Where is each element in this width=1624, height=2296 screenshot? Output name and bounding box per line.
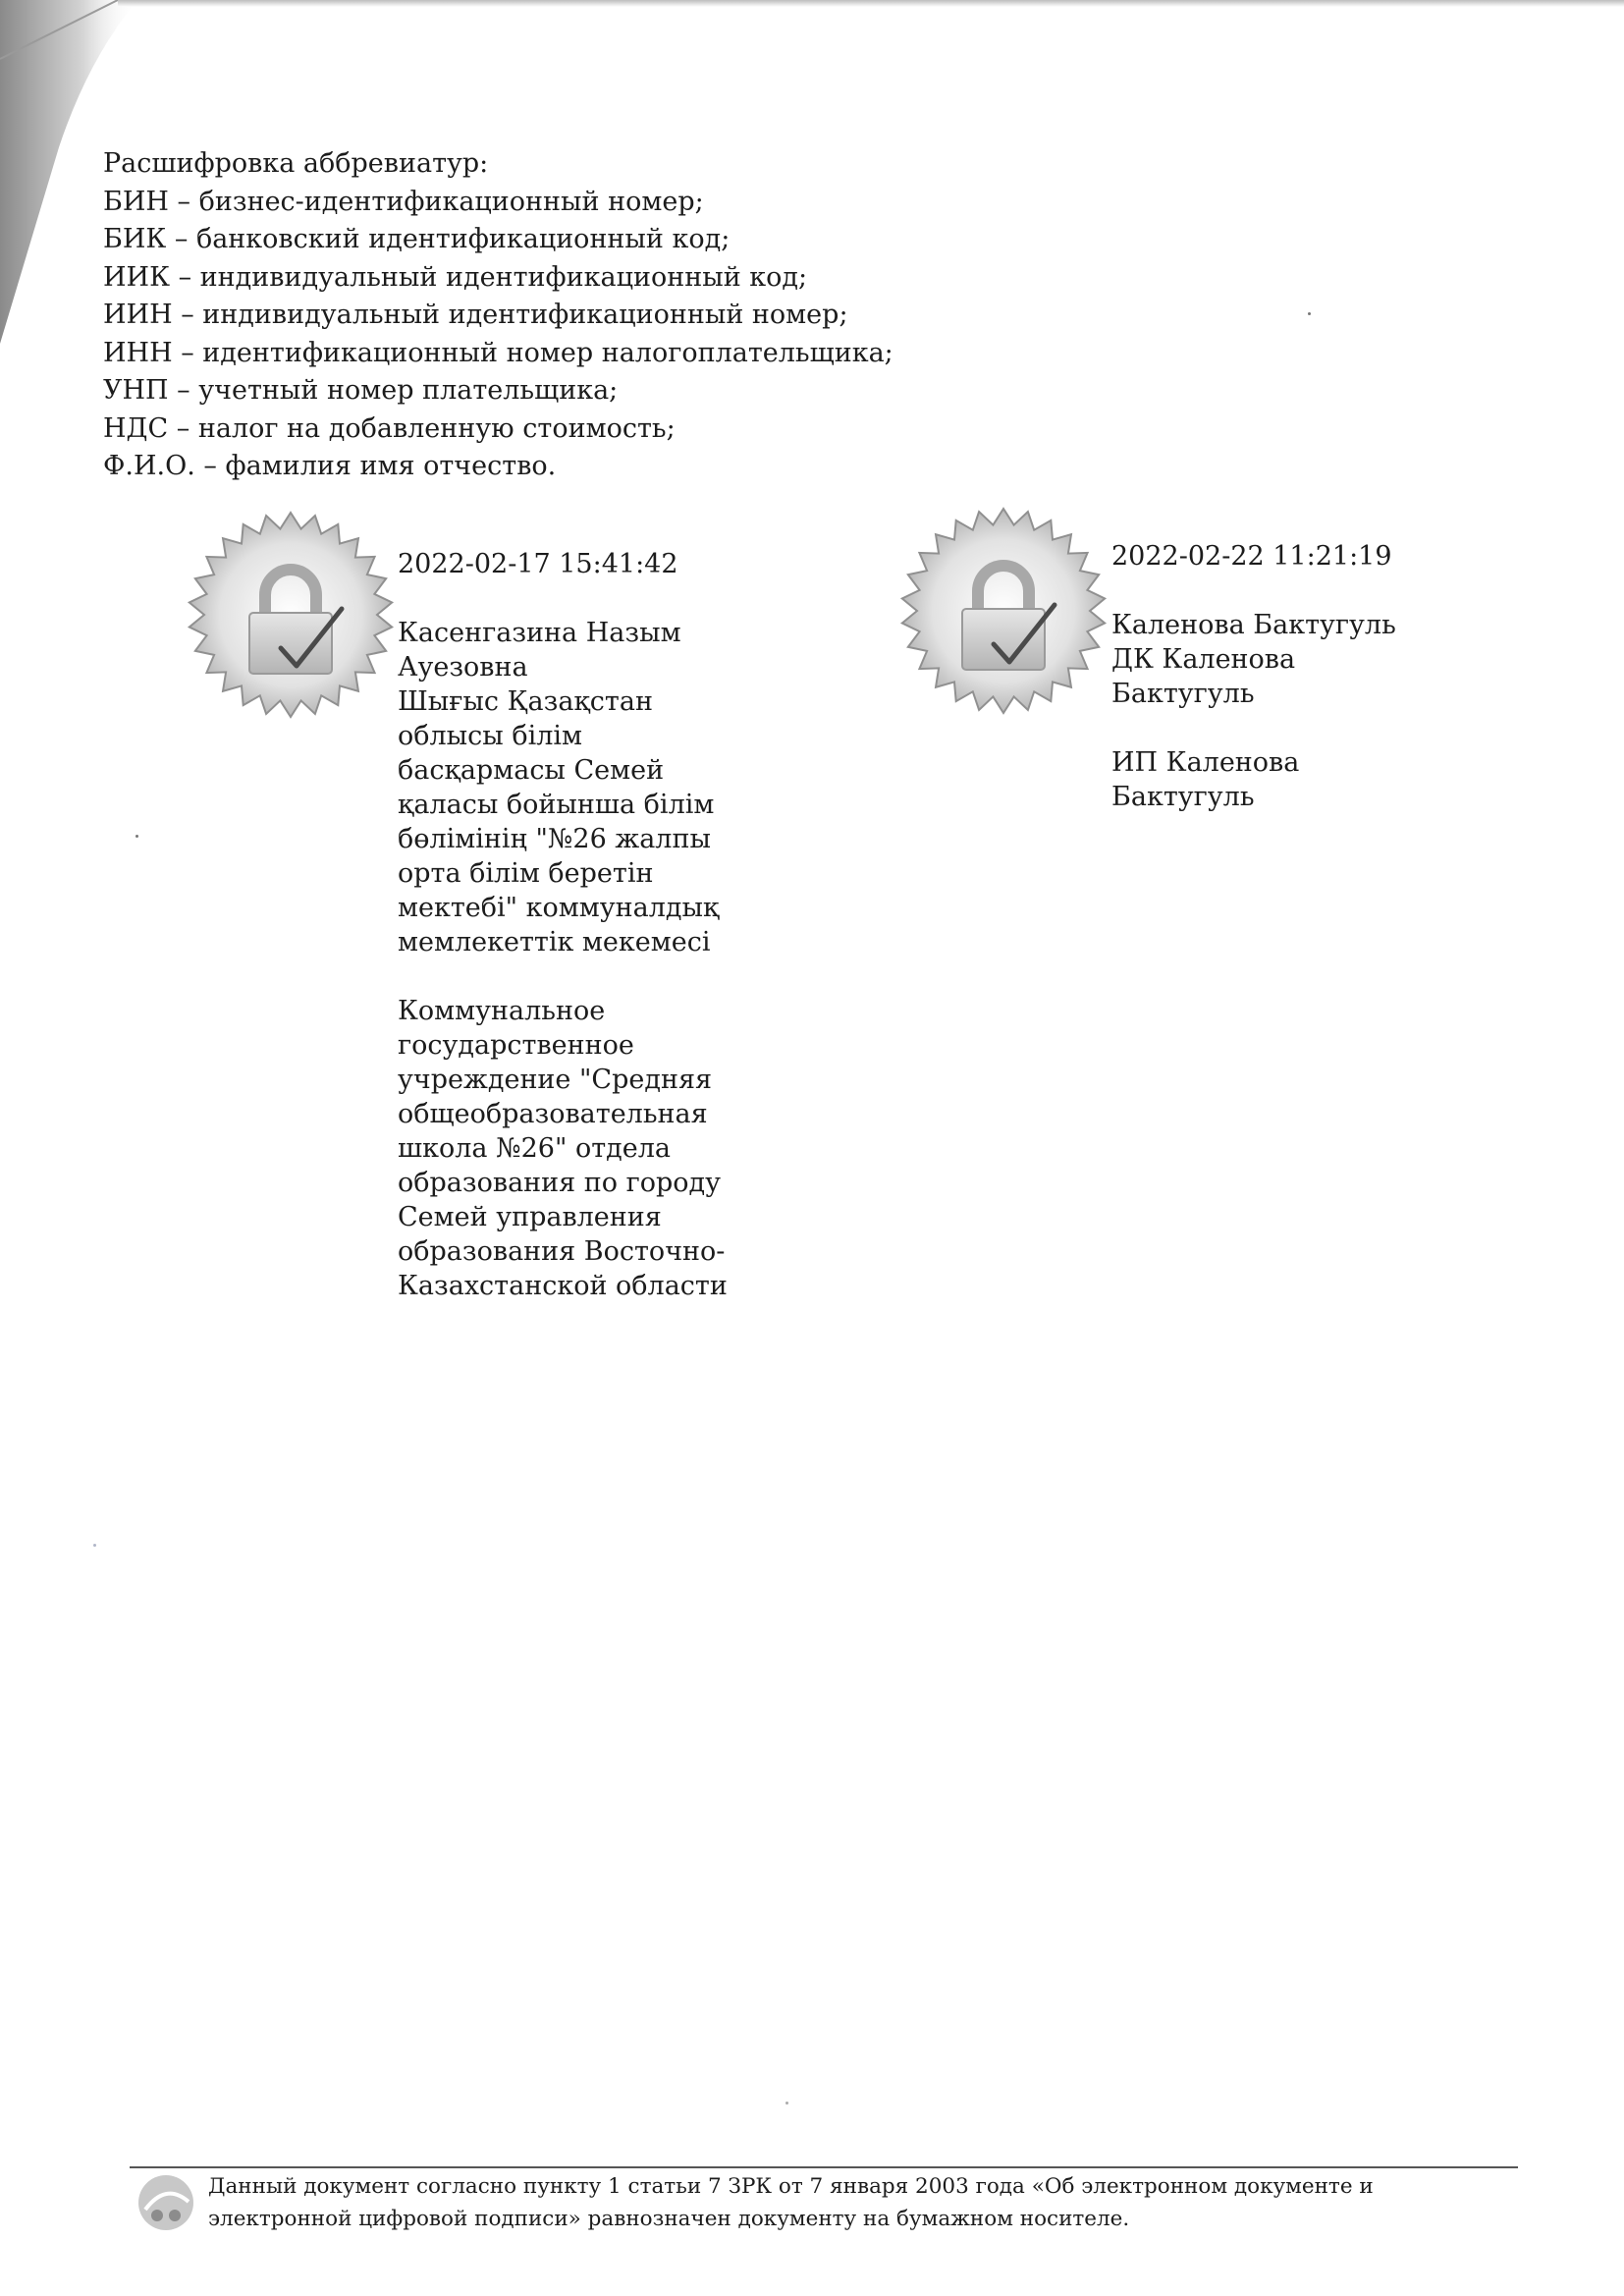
signature-1-datetime: 2022-02-17 15:41:42 — [398, 549, 678, 579]
abbreviation-item: БИН – бизнес-идентификационный номер; — [103, 186, 704, 217]
abbreviations-list — [103, 145, 893, 486]
abbreviation-item: Ф.И.О. – фамилия имя отчество. — [103, 451, 557, 481]
signature-2-text — [1111, 505, 1396, 848]
edoc-logo-icon — [135, 2172, 196, 2233]
scan-speck — [93, 1544, 96, 1547]
scan-speck — [135, 835, 138, 838]
abbreviations-heading: Расшифровка аббревиатур: — [103, 148, 489, 179]
ds-seal-lock-check-icon — [899, 507, 1108, 715]
abbreviation-item: НДС – налог на добавленную стоимость; — [103, 412, 676, 444]
abbreviation-item: ИИК – индивидуальный идентификационный код; — [103, 261, 808, 293]
signature-2-details: Каленова Бактугуль ДК Каленова Бактугуль ИП Каленова Бактугуль — [1111, 610, 1396, 812]
ds-seal-lock-check-icon — [187, 511, 395, 719]
abbreviation-item: УНП – учетный номер плательщика; — [103, 375, 619, 406]
scan-speck — [785, 2102, 788, 2105]
scan-speck — [1308, 312, 1311, 315]
scan-top-edge — [118, 0, 1624, 7]
signature-1-text — [398, 513, 728, 1338]
abbreviation-item: ИИН – индивидуальный идентификационный номер; — [103, 300, 848, 330]
signature-1-details: Касенгазина Назым Ауезовна Шығыс Қазақстан облысы білім басқармасы Семей қаласы бойынша білім бөлімінің "№26 жалпы орта білім беретін мектебі" коммуналдық мемлекеттік мекемесі Коммунальное государственное учреждение "Средняя общеобразовательная школа №26" отдела образования по городу Семей управления образования Восточно- Казахстанской области — [398, 618, 728, 1301]
abbreviation-item: БИК – банковский идентификационный код; — [103, 224, 731, 254]
signature-2-datetime: 2022-02-22 11:21:19 — [1111, 541, 1392, 572]
abbreviation-item: ИНН – идентификационный номер налогоплательщика; — [103, 337, 893, 368]
footer-divider — [130, 2166, 1518, 2168]
footer-legal-notice: Данный документ согласно пункту 1 статьи 7 ЗРК от 7 января 2003 года «Об электронном документе и электронной цифровой подписи» равнозначен документу на бумажном носителе. — [208, 2174, 1374, 2231]
